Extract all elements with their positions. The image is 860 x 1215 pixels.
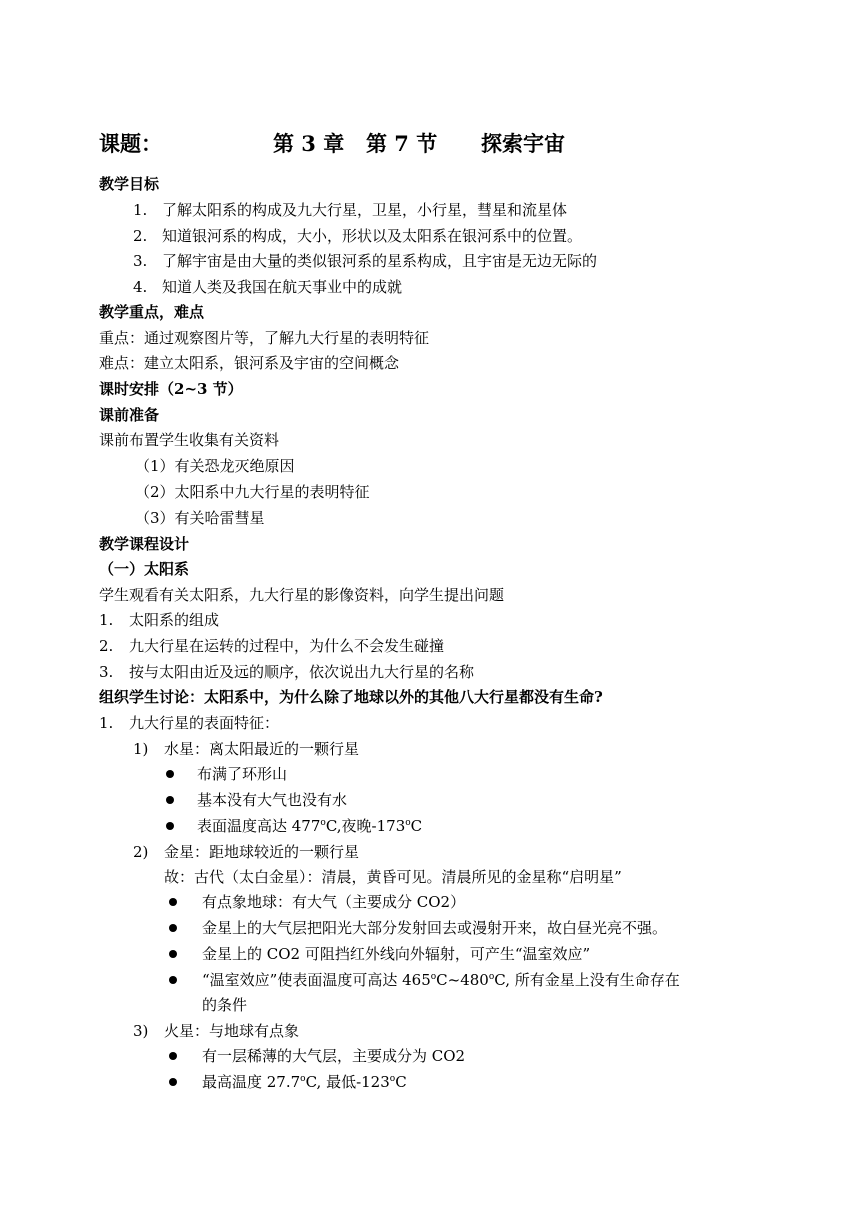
discussion-heading: 组织学生讨论：太阳系中，为什么除了地球以外的其他八大行星都没有生命? bbox=[99, 688, 603, 706]
prep-item: （3）有关哈雷彗星 bbox=[135, 509, 265, 527]
mars-title: 火星：与地球有点象 bbox=[164, 1022, 300, 1040]
bullet-icon bbox=[169, 950, 177, 958]
prep-heading: 课前准备 bbox=[99, 406, 160, 424]
planet-number: 3) bbox=[133, 1022, 149, 1040]
schedule-heading: 课时安排（2~3 节） bbox=[99, 380, 243, 398]
question-number: 2. bbox=[99, 637, 114, 655]
venus-title: 金星：距地球较近的一颗行星 bbox=[164, 843, 360, 861]
goal-item: 了解太阳系的构成及九大行星，卫星，小行星，彗星和流星体 bbox=[162, 201, 568, 219]
bullet-icon bbox=[169, 1078, 177, 1086]
planet-number: 1) bbox=[133, 740, 149, 758]
venus-bullet: 金星上的 CO2 可阻挡红外线向外辐射，可产生“温室效应” bbox=[202, 945, 591, 963]
title-topic: 探索宇宙 bbox=[481, 131, 565, 156]
mercury-title: 水星：离太阳最近的一颗行星 bbox=[164, 740, 360, 758]
mars-bullet: 有一层稀薄的大气层，主要成分为 CO2 bbox=[202, 1047, 466, 1065]
mercury-bullet: 基本没有大气也没有水 bbox=[197, 791, 348, 809]
venus-bullet: 有点象地球：有大气（主要成分 CO2） bbox=[202, 893, 466, 911]
mercury-bullet: 布满了环形山 bbox=[197, 765, 288, 783]
venus-bullet: 金星上的大气层把阳光大部分发射回去或漫射开来，故白昼光亮不强。 bbox=[202, 919, 668, 937]
title-label: 课题： bbox=[99, 131, 162, 156]
goal-number: 3. bbox=[133, 252, 148, 270]
bullet-icon bbox=[166, 822, 174, 830]
planet-number: 2) bbox=[133, 843, 149, 861]
focus-key: 重点：通过观察图片等，了解九大行星的表明特征 bbox=[99, 329, 430, 347]
question-item: 按与太阳由近及远的顺序，依次说出九大行星的名称 bbox=[129, 663, 475, 681]
focus-difficult: 难点：建立太阳系，银河系及宇宙的空间概念 bbox=[99, 354, 400, 372]
venus-greenhouse: “温室效应”使表面温度可高达 465$^o$C~480$^o$C, 所有金星上没有生命存在 bbox=[202, 971, 680, 989]
goal-item: 知道银河系的构成，大小，形状以及太阳系在银河系中的位置。 bbox=[162, 227, 583, 245]
design-part1: （一）太阳系 bbox=[99, 560, 190, 578]
focus-heading: 教学重点，难点 bbox=[99, 303, 205, 321]
bullet-icon bbox=[166, 796, 174, 804]
goal-number: 4. bbox=[133, 278, 148, 296]
mars-temperature: 最高温度 27.7$^o$C, 最低-123$^o$C bbox=[202, 1073, 407, 1091]
goals-heading: 教学目标 bbox=[99, 175, 160, 193]
prep-item: （2）太阳系中九大行星的表明特征 bbox=[135, 483, 370, 501]
bullet-icon bbox=[169, 924, 177, 932]
question-number: 1. bbox=[99, 611, 114, 629]
question-number: 3. bbox=[99, 663, 114, 681]
features-number: 1. bbox=[99, 714, 114, 732]
question-item: 九大行星在运转的过程中，为什么不会发生碰撞 bbox=[129, 637, 445, 655]
bullet-icon bbox=[169, 898, 177, 906]
goal-item: 了解宇宙是由大量的类似银河系的星系构成，且宇宙是无边无际的 bbox=[162, 252, 598, 270]
design-heading: 教学课程设计 bbox=[99, 535, 190, 553]
design-intro: 学生观看有关太阳系，九大行星的影像资料，向学生提出问题 bbox=[99, 586, 505, 604]
question-item: 太阳系的组成 bbox=[129, 611, 220, 629]
title-chapter: 第 3 章 bbox=[273, 131, 345, 156]
mercury-temperature: 表面温度高达 477$^o$C,夜晚-173$^o$C bbox=[197, 817, 423, 835]
bullet-icon bbox=[166, 770, 174, 778]
prep-intro: 课前布置学生收集有关资料 bbox=[99, 431, 280, 449]
venus-note: 故：古代（太白金星）：清晨，黄昏可见。清晨所见的金星称“启明星” bbox=[164, 868, 622, 886]
goal-number: 2. bbox=[133, 227, 148, 245]
prep-item: （1）有关恐龙灭绝原因 bbox=[135, 457, 295, 475]
bullet-icon bbox=[169, 976, 177, 984]
title-section: 第 7 节 bbox=[366, 131, 438, 156]
venus-greenhouse-cont: 的条件 bbox=[202, 996, 248, 1014]
bullet-icon bbox=[169, 1052, 177, 1060]
features-heading: 九大行星的表面特征： bbox=[129, 714, 280, 732]
goal-item: 知道人类及我国在航天事业中的成就 bbox=[162, 278, 403, 296]
goal-number: 1. bbox=[133, 201, 148, 219]
